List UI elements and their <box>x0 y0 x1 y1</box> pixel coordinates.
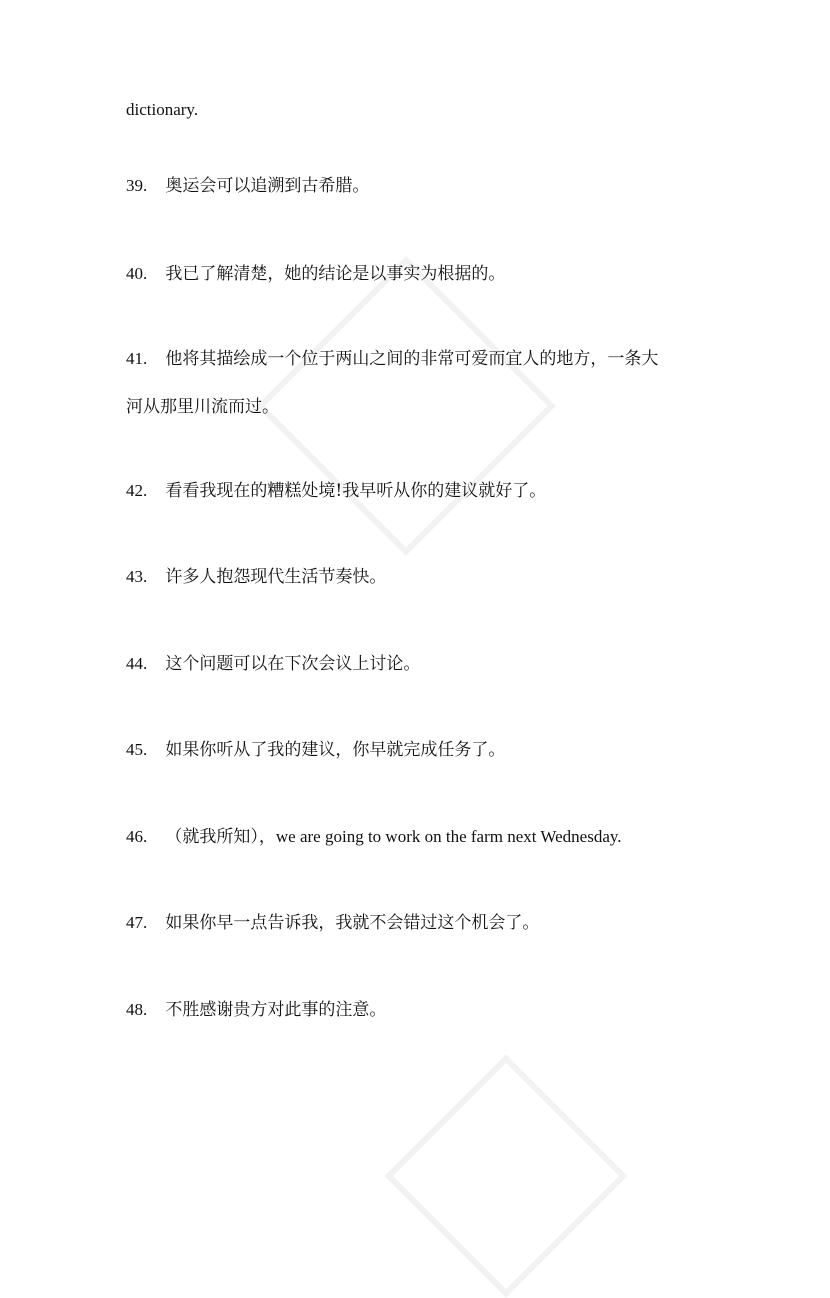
question-46 <box>126 827 726 847</box>
line-text: dictionary. <box>126 100 199 119</box>
watermark <box>384 1054 627 1297</box>
question-48 <box>126 1000 726 1020</box>
question-text: 我已了解清楚，她的结论是以事实为根据的。 <box>165 264 506 284</box>
question-42 <box>126 481 726 501</box>
question-text: 河从那里川流而过。 <box>126 397 279 417</box>
question-text: 如果你早一点告诉我，我就不会错过这个机会了。 <box>165 913 540 933</box>
question-41 <box>126 349 726 369</box>
question-text: 如果你听从了我的建议，你早就完成任务了。 <box>165 740 506 760</box>
question-41-continued <box>126 397 726 417</box>
question-number: 41. <box>126 349 148 368</box>
question-number: 46. <box>126 827 148 846</box>
question-number: 43. <box>126 567 148 586</box>
question-number: 47. <box>126 913 148 932</box>
question-40 <box>126 264 726 284</box>
question-text: 他将其描绘成一个位于两山之间的非常可爱而宜人的地方，一条大 <box>165 349 659 369</box>
question-text: 许多人抱怨现代生活节奏快。 <box>165 567 387 587</box>
question-number: 48. <box>126 1000 148 1019</box>
question-45 <box>126 740 726 760</box>
question-number: 44. <box>126 654 148 673</box>
question-43 <box>126 567 726 587</box>
question-text: （就我所知），we are going to work on the farm next Wednesday. <box>165 827 622 846</box>
question-47 <box>126 913 726 933</box>
question-text: 不胜感谢贵方对此事的注意。 <box>165 1000 387 1020</box>
question-number: 39. <box>126 176 148 195</box>
question-number: 45. <box>126 740 148 759</box>
question-number: 42. <box>126 481 148 500</box>
question-44 <box>126 654 726 674</box>
text-line <box>126 100 726 120</box>
question-text: 奥运会可以追溯到古希腊。 <box>165 176 370 196</box>
question-text: 看看我现在的糟糕处境!我早听从你的建议就好了。 <box>165 481 547 501</box>
question-number: 40. <box>126 264 148 283</box>
question-39 <box>126 176 726 196</box>
question-text: 这个问题可以在下次会议上讨论。 <box>165 654 421 674</box>
